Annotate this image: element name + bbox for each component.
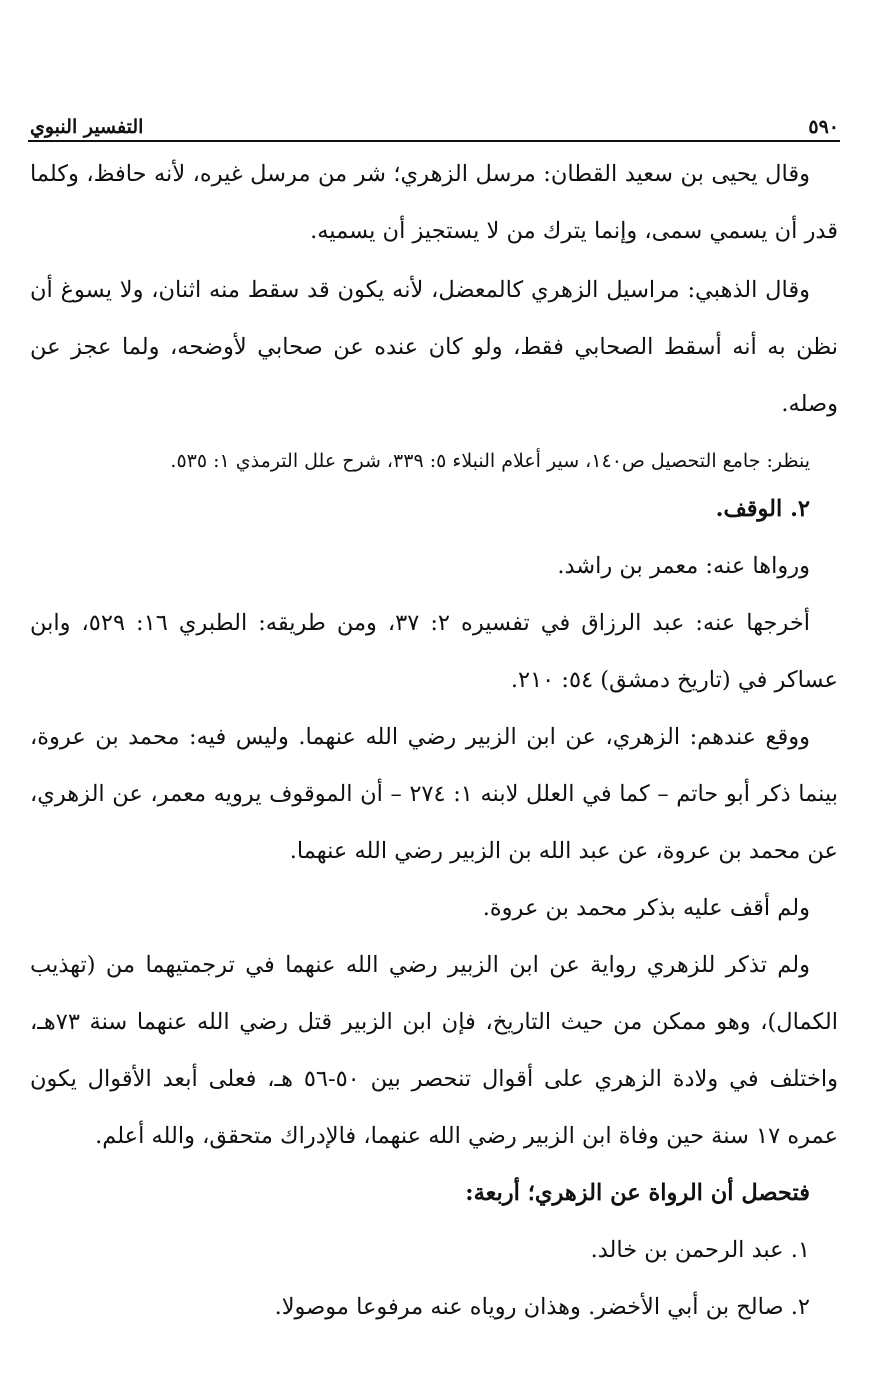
page-number: ٥٩٠	[808, 116, 839, 138]
heading-waqf: ٢. الوقف.	[715, 496, 810, 522]
paragraph-tahdhib: ولم تذكر للزهري رواية عن ابن الزبير رضي الله عنهما في ترجمتيهما من (تهذيب الكمال)، وهو ممكن من حيث التاريخ، فإن ابن الزبير قتل رضي الله عنهما سنة ٧٣هـ، واختلف في ولادة الزهري على أقوال تنحصر بين ٥٠-٥٦ هـ، فعلى أبعد الأقوال يكون عمره ١٧ سنة حين وفاة ابن الزبير رضي الله عنهما، فالإدراك متحقق، والله أعلم.	[30, 952, 838, 1149]
paragraph-narrator: ورواها عنه: معمر بن راشد.	[557, 553, 810, 579]
list-item: ٢. صالح بن أبي الأخضر. وهذان روياه عنه مرفوعا موصولا.	[274, 1294, 810, 1320]
page-header	[30, 108, 839, 138]
paragraph-lam-aqif: ولم أقف عليه بذكر محمد بن عروة.	[482, 895, 810, 921]
paragraph-wuqu: ووقع عندهم: الزهري، عن ابن الزبير رضي الله عنهما. وليس فيه: محمد بن عروة، بينما ذكر أبو حاتم – كما في العلل لابنه ١: ٢٧٤ – أن الموقوف يرويه معمر، عن الزهري، عن محمد بن عروة، عن عبد الله بن الزبير رضي الله عنهما.	[30, 724, 838, 864]
footnote-references: ينظر: جامع التحصيل ص١٤٠، سير أعلام النبلاء ٥: ٣٣٩، شرح علل الترمذي ١: ٥٣٥.	[170, 450, 810, 472]
paragraph-dhahabi: وقال الذهبي: مراسيل الزهري كالمعضل، لأنه يكون قد سقط منه اثنان، ولا يسوغ أن نظن به أنه أسقط الصحابي فقط، ولو كان عنده عن صحابي لأوضحه، ولما عجز عن وصله.	[30, 277, 838, 417]
header-rule	[28, 140, 840, 142]
running-title: التفسير النبوي	[30, 116, 144, 138]
page-body	[30, 146, 838, 1336]
summary-heading: فتحصل أن الرواة عن الزهري؛ أربعة:	[465, 1180, 810, 1206]
list-item: ١. عبد الرحمن بن خالد.	[590, 1237, 810, 1263]
paragraph-qattan: وقال يحيى بن سعيد القطان: مرسل الزهري؛ شر من مرسل غيره، لأنه حافظ، وكلما قدر أن يسمي سمى، وإنما يترك من لا يستجيز أن يسميه.	[30, 161, 838, 244]
paragraph-takhrij: أخرجها عنه: عبد الرزاق في تفسيره ٢: ٣٧، ومن طريقه: الطبري ١٦: ٥٢٩، وابن عساكر في (تاريخ دمشق) ٥٤: ٢١٠.	[30, 610, 838, 693]
